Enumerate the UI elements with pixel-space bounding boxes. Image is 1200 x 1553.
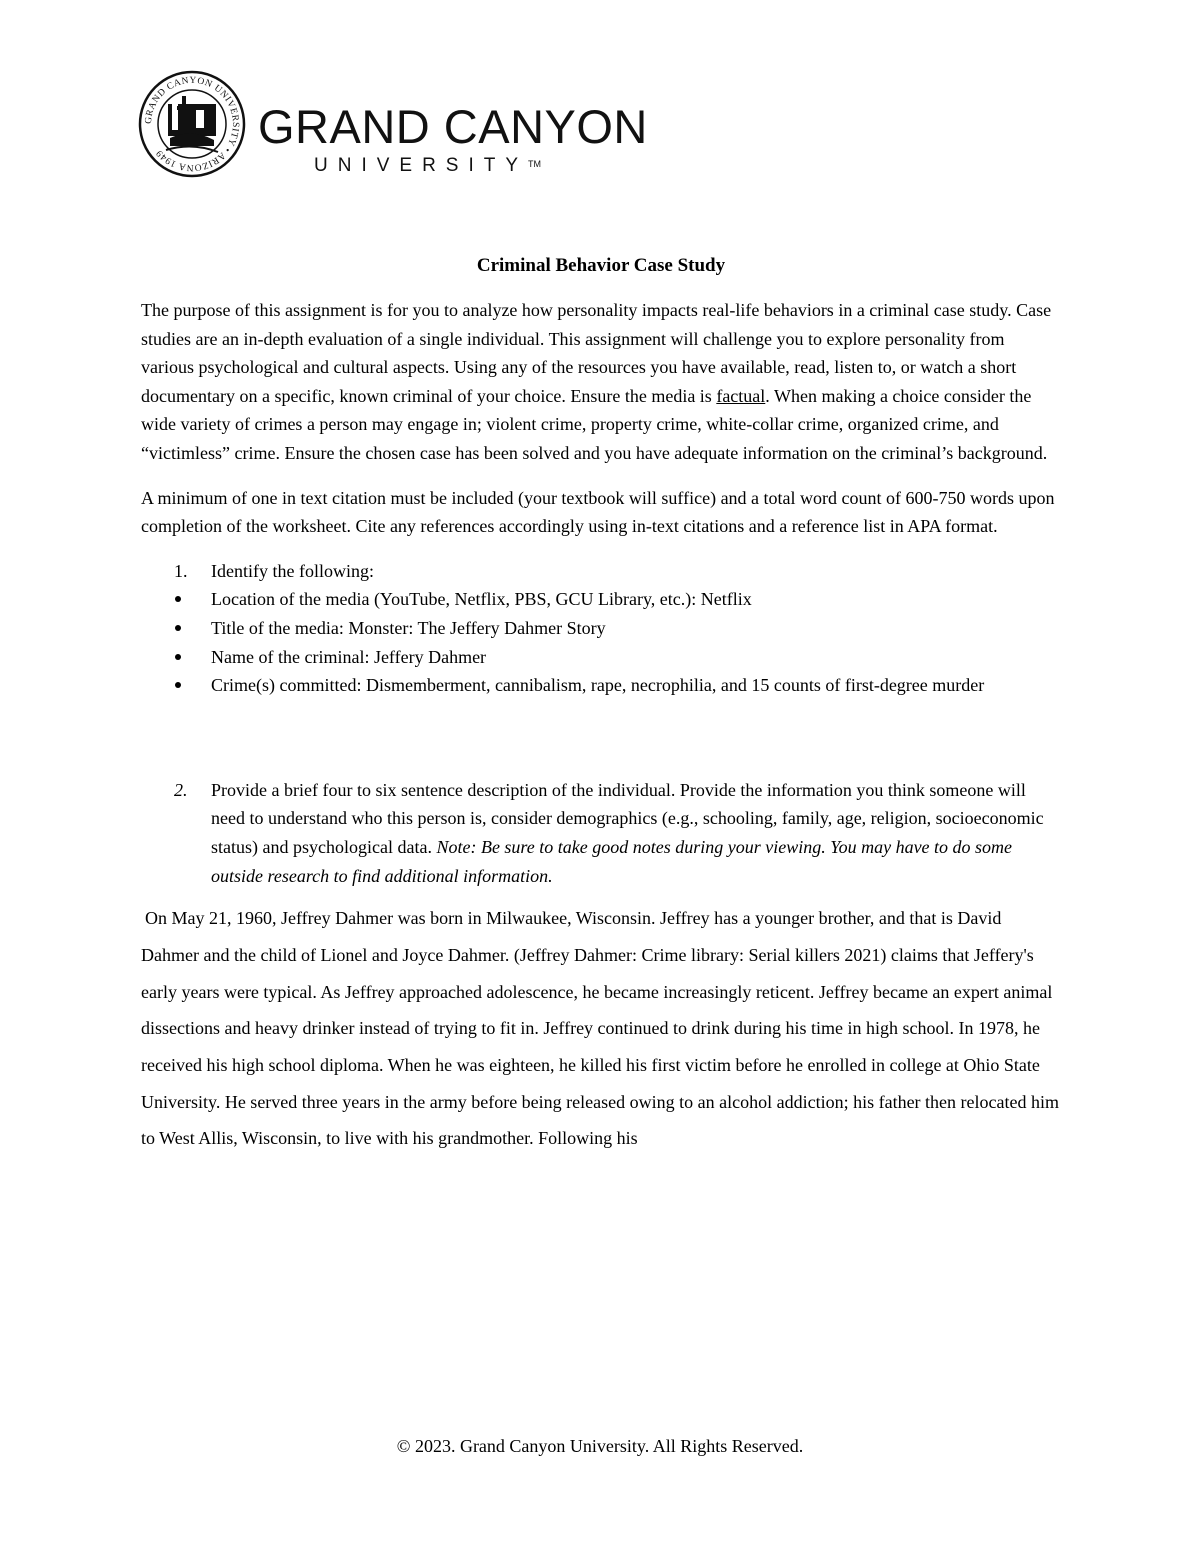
document-body <box>141 252 1061 1157</box>
intro-paragraph: The purpose of this assignment is for you to analyze how personality impacts real-life behaviors in a criminal case study. Case studies are an in-depth evaluation of a single individual. This assignment will challenge you to explore personality from various psychological and cultural aspects. Using any of the resources you have available, read, listen to, or watch a short documentary on a specific, known criminal of your choice. Ensure the media is factual. When making a choice consider the wide variety of crimes a person may engage in; violent crime, property crime, white-collar crime, organized crime, and “victimless” crime. Ensure the chosen case has been solved and you have adequate information on the criminal’s background. <box>141 300 1052 463</box>
svg-text:GRAND CANYON UNIVERSITY • ARIZ: GRAND CANYON UNIVERSITY • ARIZONA 1949 <box>143 75 241 173</box>
answer-paragraph: On May 21, 1960, Jeffrey Dahmer was born in Milwaukee, Wisconsin. Jeffrey has a younger brother, and that is David Dahmer and the child of Lionel and Joyce Dahmer. (Jeffrey Dahmer: Crime library: Serial killers 2021) claims that Jeffery's early years were typical. As Jeffrey approached adolescence, he became increasingly reticent. Jeffrey became an expert animal dissections and heavy drinker instead of trying to fit in. Jeffrey continued to drink during his time in high school. In 1978, he received his high school diploma. When he was eighteen, he killed his first victim before he enrolled in college at Ohio State University. He served three years in the army before being released owing to an alcohol addiction; his father then relocated him to West Allis, Wisconsin, to live with his grandmother. Following his <box>141 908 1059 1149</box>
list-item: 2. Provide a brief four to six sentence description of the individual. Provide the information you think someone will need to understand who this person is, consider demographics (e.g., schooling, family, age, religion, socioeconomic status) and psychological data. Note: Be sure to take good notes during your viewing. You may have to do some outside research to find additional information. <box>211 776 1061 890</box>
factual-underlined: factual <box>716 385 766 406</box>
list-item: 1. Identify the following: <box>211 557 1061 586</box>
logo-title: GRAND CANYON <box>258 100 648 153</box>
university-logo <box>138 70 648 180</box>
copyright-footer: © 2023. Grand Canyon University. All Rights Reserved. <box>396 1436 804 1456</box>
item-number: 1. <box>174 560 188 581</box>
document-title: Criminal Behavior Case Study <box>476 255 726 276</box>
bullet-item-media-location: Location of the media (YouTube, Netflix, PBS, GCU Library, etc.): Netflix <box>211 585 1061 614</box>
requirements-paragraph: A minimum of one in text citation must be included (your textbook will suffice) and a total word count of 600-750 words upon completion of the worksheet. Cite any references accordingly using in-text citations and a reference list in APA format. <box>141 487 1055 537</box>
question-list-2 <box>141 776 1061 890</box>
bullet-item-criminal-name: Name of the criminal: Jeffery Dahmer <box>211 643 1061 672</box>
item-number: 2. <box>174 779 188 800</box>
trademark-mark: TM <box>528 159 542 169</box>
logo-subtitle: UNIVERSITY™ <box>314 155 542 176</box>
university-seal-icon <box>138 70 246 178</box>
bullet-item-crimes: Crime(s) committed: Dismemberment, cannibalism, rape, necrophilia, and 15 counts of first-degree murder <box>211 671 1061 700</box>
note-text: Note: Be sure to take good notes during your viewing. You may have to do some outside research to find additional information. <box>211 836 1013 886</box>
bullet-item-media-title: Title of the media: Monster: The Jeffery Dahmer Story <box>211 614 1061 643</box>
media-details-list <box>141 585 1061 699</box>
question-list-1 <box>141 557 1061 586</box>
